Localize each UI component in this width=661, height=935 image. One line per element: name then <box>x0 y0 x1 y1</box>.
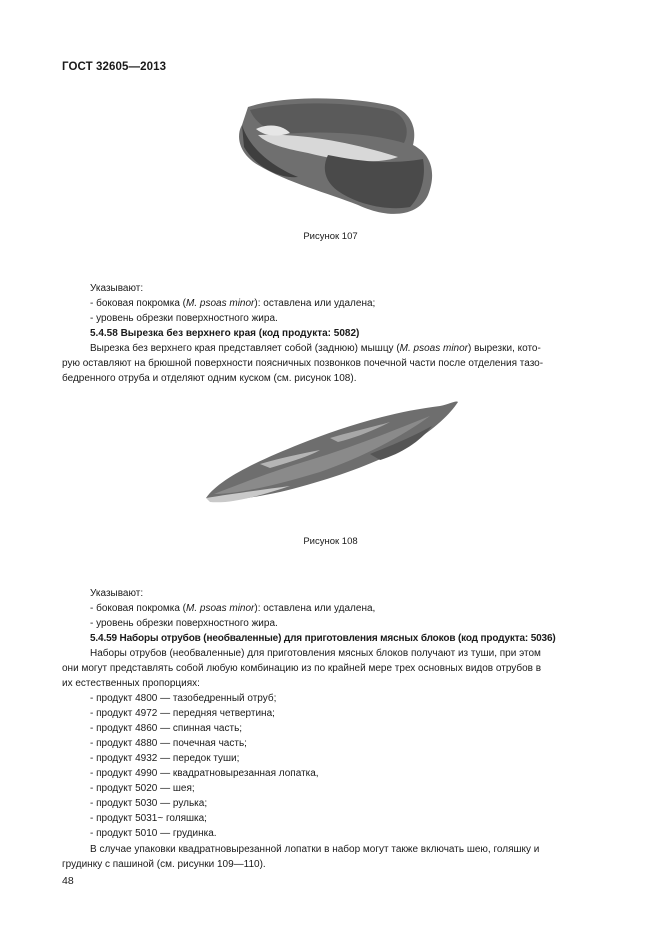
product-list-item: - продукт 4800 — тазобедренный отруб; <box>90 691 276 707</box>
section2-list-item-1: - боковая покромка (M. psoas minor): оставлена или удалена, <box>90 601 375 617</box>
figure-107-caption: Рисунок 107 <box>303 231 358 242</box>
product-list-item: - продукт 5030 — рулька; <box>90 796 207 812</box>
section1-list-item-2: - уровень обрезки поверхностного жира. <box>90 311 278 327</box>
section1-indicate-label: Указывают: <box>90 283 144 294</box>
product-list-item: - продукт 4932 — передок туши; <box>90 751 239 767</box>
section1-body-line1: Вырезка без верхнего края представляет собой (заднюю) мышцу (M. psoas minor) вырезки, кото- <box>90 343 541 354</box>
meat-cut-photo-107 <box>228 95 443 225</box>
section2-body-line1: Наборы отрубов (необваленные) для приготовления мясных блоков получают из туши, при этом <box>90 648 541 659</box>
section2-closing-line2: грудинку с пашиной (см. рисунки 109—110). <box>62 859 266 870</box>
section2-closing-line1: В случае упаковки квадратновырезанной лопатки в набор могут также включать шею, голяшку и <box>90 844 540 855</box>
product-list-item: - продукт 5031~ голяшка; <box>90 811 207 827</box>
product-list-item: - продукт 4880 — почечная часть; <box>90 736 247 752</box>
figure-108-caption: Рисунок 108 <box>303 536 358 547</box>
product-list-item: - продукт 5010 — грудинка. <box>90 826 217 842</box>
section2-body-line3: их естественных пропорциях: <box>62 678 200 689</box>
product-list-item: - продукт 4990 — квадратновырезанная лопатка, <box>90 766 319 782</box>
page-number: 48 <box>62 875 74 887</box>
section1-list-item-1: - боковая покромка (M. psoas minor): оставлена или удалена; <box>90 296 375 312</box>
document-standard-header: ГОСТ 32605—2013 <box>62 61 167 73</box>
section1-body-line2: рую оставляют на брюшной поверхности поясничных позвонков почечной части после отделения тазо- <box>62 358 544 369</box>
product-list-item: - продукт 5020 — шея; <box>90 781 195 797</box>
product-list-item: - продукт 4860 — спинная часть; <box>90 721 242 737</box>
section2-body-line2: они могут представлять собой любую комбинацию из по крайней мере трех основных видов отрубов в <box>62 663 542 674</box>
section2-list-item-2: - уровень обрезки поверхностного жира. <box>90 616 278 632</box>
product-list-item: - продукт 4972 — передняя четвертина; <box>90 706 275 722</box>
section-5-4-59-heading: 5.4.59 Наборы отрубов (необваленные) для приготовления мясных блоков (код продукта: 5036) <box>90 633 556 644</box>
section2-indicate-label: Указывают: <box>90 588 144 599</box>
section-5-4-58-heading: 5.4.58 Вырезка без верхнего края (код продукта: 5082) <box>90 328 360 339</box>
meat-cut-photo-108 <box>200 398 460 510</box>
section1-body-line3: бедренного отруба и отделяют одним куском (см. рисунок 108). <box>62 373 357 384</box>
